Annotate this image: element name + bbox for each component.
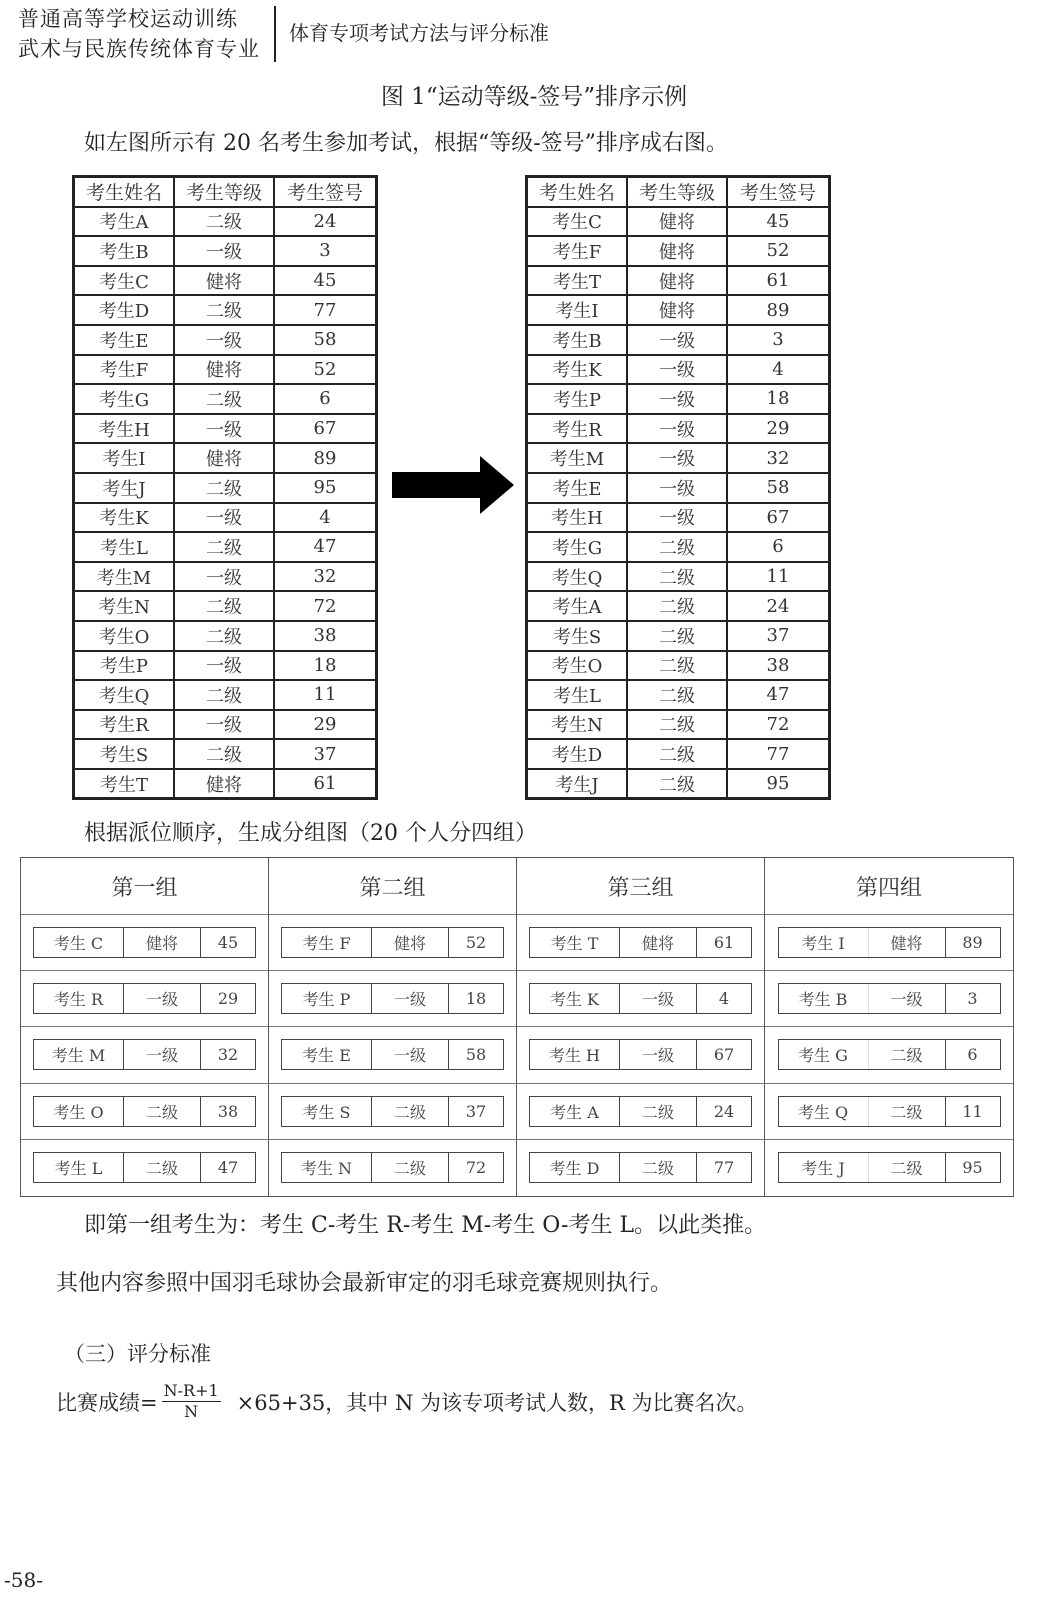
table-row xyxy=(527,710,830,740)
group-cell xyxy=(269,1084,517,1140)
cell-number: 3 xyxy=(727,325,830,355)
group-cell xyxy=(765,971,1013,1027)
group-member xyxy=(281,927,504,958)
cell-name: 考生K xyxy=(74,503,175,533)
member-number: 89 xyxy=(962,933,983,953)
cell-name: 考生R xyxy=(527,414,628,444)
cell-name: 考生P xyxy=(527,384,628,414)
member-number: 61 xyxy=(713,933,735,953)
cell-number: 72 xyxy=(727,710,830,740)
table-row xyxy=(74,384,377,414)
cell-number: 38 xyxy=(274,621,377,651)
table-row xyxy=(74,295,377,325)
group-cell xyxy=(517,971,765,1027)
group-cell xyxy=(517,1027,765,1083)
cell-number: 58 xyxy=(274,325,377,355)
member-name: 考生 O xyxy=(34,1097,124,1126)
cell-number: 45 xyxy=(274,266,377,296)
cell-name: 考生T xyxy=(527,266,628,296)
member-level: 二级 xyxy=(124,1097,201,1126)
member-level: 健将 xyxy=(620,928,697,957)
table-row xyxy=(527,621,830,651)
table-row xyxy=(527,503,830,533)
unsorted-table-body xyxy=(74,207,377,799)
cell-level: 一级 xyxy=(174,651,274,681)
running-header-right: 体育专项考试方法与评分标准 xyxy=(289,21,549,45)
cell-number: 3 xyxy=(274,236,377,266)
member-name: 考生 H xyxy=(530,1040,620,1069)
member-level: 健将 xyxy=(372,928,449,957)
cell-number: 89 xyxy=(274,443,377,473)
page-number: -58- xyxy=(4,1568,43,1592)
member-name: 考生 G xyxy=(779,1040,869,1069)
cell-number: 32 xyxy=(727,443,830,473)
cell-name: 考生B xyxy=(74,236,175,266)
member-number: 6 xyxy=(967,1045,978,1065)
group-cell xyxy=(269,1140,517,1196)
table-row xyxy=(527,739,830,769)
group-cell xyxy=(269,971,517,1027)
cell-name: 考生A xyxy=(74,207,175,237)
member-level: 一级 xyxy=(372,984,449,1013)
cell-number: 52 xyxy=(727,236,830,266)
cell-number: 72 xyxy=(274,591,377,621)
cell-name: 考生J xyxy=(527,769,628,799)
cell-level: 一级 xyxy=(627,503,727,533)
cell-level: 二级 xyxy=(627,562,727,592)
sorted-table-body xyxy=(527,207,830,799)
table-row xyxy=(527,591,830,621)
table-row xyxy=(527,236,830,266)
cell-number: 32 xyxy=(274,562,377,592)
member-name: 考生 E xyxy=(282,1040,372,1069)
member-number: 4 xyxy=(718,989,730,1009)
grouping-caption: 根据派位顺序，生成分组图（20 个人分四组） xyxy=(84,821,537,846)
member-number: 37 xyxy=(465,1101,487,1121)
cell-name: 考生I xyxy=(74,443,175,473)
member-number: 45 xyxy=(217,933,239,953)
member-level: 二级 xyxy=(869,1097,946,1126)
column-header-name: 考生姓名 xyxy=(527,177,628,207)
running-header-left xyxy=(18,4,268,64)
member-number: 77 xyxy=(713,1158,735,1178)
formula-prefix: 比赛成绩= xyxy=(56,1390,158,1415)
member-level: 一级 xyxy=(620,984,697,1013)
member-level: 一级 xyxy=(124,1040,201,1069)
cell-level: 二级 xyxy=(174,680,274,710)
table-row xyxy=(527,325,830,355)
cell-number: 58 xyxy=(727,473,830,503)
cell-name: 考生G xyxy=(527,532,628,562)
member-level: 一级 xyxy=(372,1040,449,1069)
table-row xyxy=(74,414,377,444)
group-cell xyxy=(21,971,269,1027)
cell-level: 一级 xyxy=(627,325,727,355)
group-member xyxy=(33,983,256,1014)
member-level: 二级 xyxy=(372,1097,449,1126)
cell-number: 6 xyxy=(727,532,830,562)
cell-name: 考生D xyxy=(527,739,628,769)
member-number: 58 xyxy=(465,1045,487,1065)
member-name: 考生 M xyxy=(34,1040,124,1069)
cell-level: 二级 xyxy=(174,739,274,769)
table-row xyxy=(527,651,830,681)
formula-denominator: N xyxy=(184,1402,199,1421)
cell-number: 18 xyxy=(274,651,377,681)
cell-level: 健将 xyxy=(627,236,727,266)
table-row xyxy=(74,591,377,621)
member-number: 47 xyxy=(217,1158,239,1178)
group-cell xyxy=(517,1140,765,1196)
cell-number: 29 xyxy=(727,414,830,444)
group-cell xyxy=(269,1027,517,1083)
member-number: 52 xyxy=(465,933,487,953)
column-header-number: 考生签号 xyxy=(274,177,377,207)
cell-name: 考生B xyxy=(527,325,628,355)
table-row xyxy=(74,532,377,562)
group-cell xyxy=(21,1027,269,1083)
cell-level: 二级 xyxy=(174,532,274,562)
group-cell xyxy=(21,1084,269,1140)
group-member xyxy=(281,1096,504,1127)
group-cell xyxy=(269,915,517,971)
cell-level: 二级 xyxy=(174,621,274,651)
member-level: 二级 xyxy=(869,1040,946,1069)
cell-level: 健将 xyxy=(174,355,274,385)
member-name: 考生 C xyxy=(34,928,124,957)
member-number: 18 xyxy=(465,989,487,1009)
cell-number: 4 xyxy=(274,503,377,533)
group-cell xyxy=(517,915,765,971)
group-header: 第三组 xyxy=(517,858,765,915)
cell-number: 47 xyxy=(727,680,830,710)
cell-number: 37 xyxy=(727,621,830,651)
cell-level: 一级 xyxy=(174,414,274,444)
cell-level: 健将 xyxy=(174,443,274,473)
cell-level: 二级 xyxy=(627,739,727,769)
cell-level: 二级 xyxy=(627,710,727,740)
cell-number: 47 xyxy=(274,532,377,562)
cell-name: 考生Q xyxy=(527,562,628,592)
table-row xyxy=(74,473,377,503)
table-row xyxy=(527,266,830,296)
table-row xyxy=(527,384,830,414)
group-cell xyxy=(21,915,269,971)
member-level: 健将 xyxy=(124,928,201,957)
cell-number: 4 xyxy=(727,355,830,385)
cell-number: 95 xyxy=(274,473,377,503)
member-number: 38 xyxy=(217,1101,239,1121)
cell-number: 29 xyxy=(274,710,377,740)
table-row xyxy=(527,207,830,237)
cell-name: 考生S xyxy=(74,739,175,769)
member-number: 24 xyxy=(713,1101,735,1121)
cell-number: 37 xyxy=(274,739,377,769)
member-name: 考生 Q xyxy=(779,1097,869,1126)
figure-title: 图 1“运动等级-签号”排序示例 xyxy=(380,84,688,110)
group-cell xyxy=(765,1027,1013,1083)
cell-number: 61 xyxy=(727,266,830,296)
formula-fraction xyxy=(162,1381,221,1422)
group-header: 第一组 xyxy=(21,858,269,915)
group-member xyxy=(529,1152,752,1183)
table-row xyxy=(527,680,830,710)
member-level: 二级 xyxy=(372,1153,449,1182)
header-divider xyxy=(274,6,276,62)
cell-level: 健将 xyxy=(627,266,727,296)
cell-name: 考生M xyxy=(527,443,628,473)
cell-name: 考生F xyxy=(527,236,628,266)
table-row xyxy=(74,769,377,799)
member-name: 考生 L xyxy=(34,1153,124,1182)
member-level: 一级 xyxy=(124,984,201,1013)
grouping-table xyxy=(20,857,1014,1197)
cell-level: 健将 xyxy=(627,295,727,325)
group-cell xyxy=(765,1140,1013,1196)
cell-name: 考生Q xyxy=(74,680,175,710)
table-row xyxy=(527,414,830,444)
cell-level: 一级 xyxy=(627,473,727,503)
member-name: 考生 R xyxy=(34,984,124,1013)
cell-level: 二级 xyxy=(174,207,274,237)
member-level: 一级 xyxy=(869,984,946,1013)
cell-name: 考生H xyxy=(527,503,628,533)
member-level: 二级 xyxy=(124,1153,201,1182)
member-number: 67 xyxy=(713,1045,735,1065)
cell-level: 二级 xyxy=(627,680,727,710)
table-row xyxy=(74,651,377,681)
group-member xyxy=(778,1152,1001,1183)
cell-name: 考生L xyxy=(527,680,628,710)
group-member xyxy=(281,1039,504,1070)
cell-number: 6 xyxy=(274,384,377,414)
cell-number: 24 xyxy=(274,207,377,237)
group-member xyxy=(529,1039,752,1070)
member-name: 考生 F xyxy=(282,928,372,957)
cell-level: 一级 xyxy=(174,503,274,533)
member-name: 考生 B xyxy=(779,984,869,1013)
member-level: 二级 xyxy=(869,1153,946,1182)
member-name: 考生 D xyxy=(530,1153,620,1182)
column-header-level: 考生等级 xyxy=(627,177,727,207)
group-member xyxy=(529,1096,752,1127)
group-member xyxy=(33,927,256,958)
cell-name: 考生T xyxy=(74,769,175,799)
table-row xyxy=(74,207,377,237)
group-header: 第二组 xyxy=(269,858,517,915)
cell-level: 二级 xyxy=(627,651,727,681)
cell-level: 一级 xyxy=(627,443,727,473)
member-level: 二级 xyxy=(620,1153,697,1182)
cell-level: 二级 xyxy=(174,295,274,325)
table-row xyxy=(74,355,377,385)
group-member xyxy=(33,1039,256,1070)
member-number: 32 xyxy=(217,1045,239,1065)
member-name: 考生 I xyxy=(779,928,869,957)
group-member xyxy=(778,1039,1001,1070)
group-cell xyxy=(517,1084,765,1140)
formula-numerator: N-R+1 xyxy=(163,1381,219,1400)
cell-name: 考生D xyxy=(74,295,175,325)
member-number: 3 xyxy=(967,989,978,1009)
group-member xyxy=(778,927,1001,958)
cell-level: 二级 xyxy=(627,532,727,562)
cell-level: 健将 xyxy=(627,207,727,237)
member-name: 考生 P xyxy=(282,984,372,1013)
table-row xyxy=(74,621,377,651)
cell-name: 考生E xyxy=(74,325,175,355)
cell-name: 考生P xyxy=(74,651,175,681)
cell-level: 一级 xyxy=(174,710,274,740)
table-row xyxy=(527,769,830,799)
table-header-row xyxy=(527,177,830,207)
cell-level: 一级 xyxy=(174,325,274,355)
formula-suffix: ×65+35，其中 N 为该专项考试人数，R 为比赛名次。 xyxy=(236,1390,758,1415)
cell-name: 考生K xyxy=(527,355,628,385)
table-row xyxy=(74,266,377,296)
cell-number: 67 xyxy=(274,414,377,444)
group-summary: 即第一组考生为：考生 C-考生 R-考生 M-考生 O-考生 L。以此类推。 xyxy=(84,1213,767,1238)
table-row xyxy=(74,562,377,592)
group-cell xyxy=(765,1084,1013,1140)
cell-level: 一级 xyxy=(627,355,727,385)
table-row xyxy=(527,443,830,473)
cell-name: 考生O xyxy=(74,621,175,651)
group-member xyxy=(529,983,752,1014)
cell-name: 考生N xyxy=(527,710,628,740)
cell-number: 77 xyxy=(727,739,830,769)
table-row xyxy=(74,503,377,533)
table-row xyxy=(74,325,377,355)
cell-name: 考生J xyxy=(74,473,175,503)
cell-number: 18 xyxy=(727,384,830,414)
score-formula xyxy=(56,1381,758,1422)
group-member xyxy=(281,1152,504,1183)
table-row xyxy=(527,355,830,385)
cell-name: 考生O xyxy=(527,651,628,681)
member-number: 72 xyxy=(465,1158,487,1178)
column-header-number: 考生签号 xyxy=(727,177,830,207)
group-member xyxy=(33,1096,256,1127)
cell-number: 11 xyxy=(274,680,377,710)
group-header: 第四组 xyxy=(765,858,1013,915)
rules-reference: 其他内容参照中国羽毛球协会最新审定的羽毛球竞赛规则执行。 xyxy=(56,1271,673,1296)
group-member xyxy=(778,1096,1001,1127)
member-number: 29 xyxy=(217,989,239,1009)
cell-number: 89 xyxy=(727,295,830,325)
table-row xyxy=(527,295,830,325)
table-header-row xyxy=(74,177,377,207)
table-row xyxy=(527,562,830,592)
member-level: 一级 xyxy=(620,1040,697,1069)
cell-number: 61 xyxy=(274,769,377,799)
table-row xyxy=(74,739,377,769)
member-number: 11 xyxy=(962,1101,983,1121)
sorted-table xyxy=(525,175,831,800)
cell-level: 一级 xyxy=(627,384,727,414)
cell-number: 77 xyxy=(274,295,377,325)
cell-level: 二级 xyxy=(627,591,727,621)
cell-name: 考生L xyxy=(74,532,175,562)
cell-name: 考生S xyxy=(527,621,628,651)
member-name: 考生 N xyxy=(282,1153,372,1182)
cell-number: 11 xyxy=(727,562,830,592)
cell-level: 健将 xyxy=(174,266,274,296)
unsorted-table xyxy=(72,175,378,800)
member-name: 考生 J xyxy=(779,1153,869,1182)
cell-name: 考生N xyxy=(74,591,175,621)
column-header-name: 考生姓名 xyxy=(74,177,175,207)
table-row xyxy=(527,473,830,503)
cell-number: 67 xyxy=(727,503,830,533)
cell-name: 考生C xyxy=(527,207,628,237)
table-row xyxy=(74,443,377,473)
group-cell xyxy=(765,915,1013,971)
member-level: 二级 xyxy=(620,1097,697,1126)
table-row xyxy=(74,680,377,710)
cell-name: 考生H xyxy=(74,414,175,444)
cell-level: 二级 xyxy=(174,384,274,414)
cell-name: 考生C xyxy=(74,266,175,296)
member-name: 考生 K xyxy=(530,984,620,1013)
group-member xyxy=(281,983,504,1014)
cell-name: 考生A xyxy=(527,591,628,621)
cell-level: 健将 xyxy=(174,769,274,799)
cell-number: 45 xyxy=(727,207,830,237)
group-member xyxy=(529,927,752,958)
group-member xyxy=(33,1152,256,1183)
cell-number: 95 xyxy=(727,769,830,799)
cell-level: 二级 xyxy=(174,591,274,621)
header-line-1: 普通高等学校运动训练 xyxy=(18,7,238,31)
member-name: 考生 S xyxy=(282,1097,372,1126)
group-member xyxy=(778,983,1001,1014)
member-name: 考生 T xyxy=(530,928,620,957)
cell-name: 考生I xyxy=(527,295,628,325)
cell-number: 52 xyxy=(274,355,377,385)
cell-name: 考生E xyxy=(527,473,628,503)
cell-name: 考生G xyxy=(74,384,175,414)
cell-level: 一级 xyxy=(174,562,274,592)
section-heading: （三）评分标准 xyxy=(64,1342,211,1366)
cell-name: 考生M xyxy=(74,562,175,592)
member-name: 考生 A xyxy=(530,1097,620,1126)
header-line-2: 武术与民族传统体育专业 xyxy=(18,37,260,61)
cell-level: 一级 xyxy=(627,414,727,444)
cell-name: 考生F xyxy=(74,355,175,385)
cell-name: 考生R xyxy=(74,710,175,740)
column-header-level: 考生等级 xyxy=(174,177,274,207)
cell-level: 二级 xyxy=(627,769,727,799)
member-level: 健将 xyxy=(869,928,946,957)
intro-paragraph: 如左图所示有 20 名考生参加考试，根据“等级-签号”排序成右图。 xyxy=(84,131,728,156)
group-cell xyxy=(21,1140,269,1196)
right-arrow-icon xyxy=(392,456,516,518)
table-row xyxy=(527,532,830,562)
cell-number: 38 xyxy=(727,651,830,681)
member-number: 95 xyxy=(962,1158,983,1178)
table-row xyxy=(74,236,377,266)
cell-level: 一级 xyxy=(174,236,274,266)
cell-number: 24 xyxy=(727,591,830,621)
table-row xyxy=(74,710,377,740)
cell-level: 二级 xyxy=(174,473,274,503)
cell-level: 二级 xyxy=(627,621,727,651)
